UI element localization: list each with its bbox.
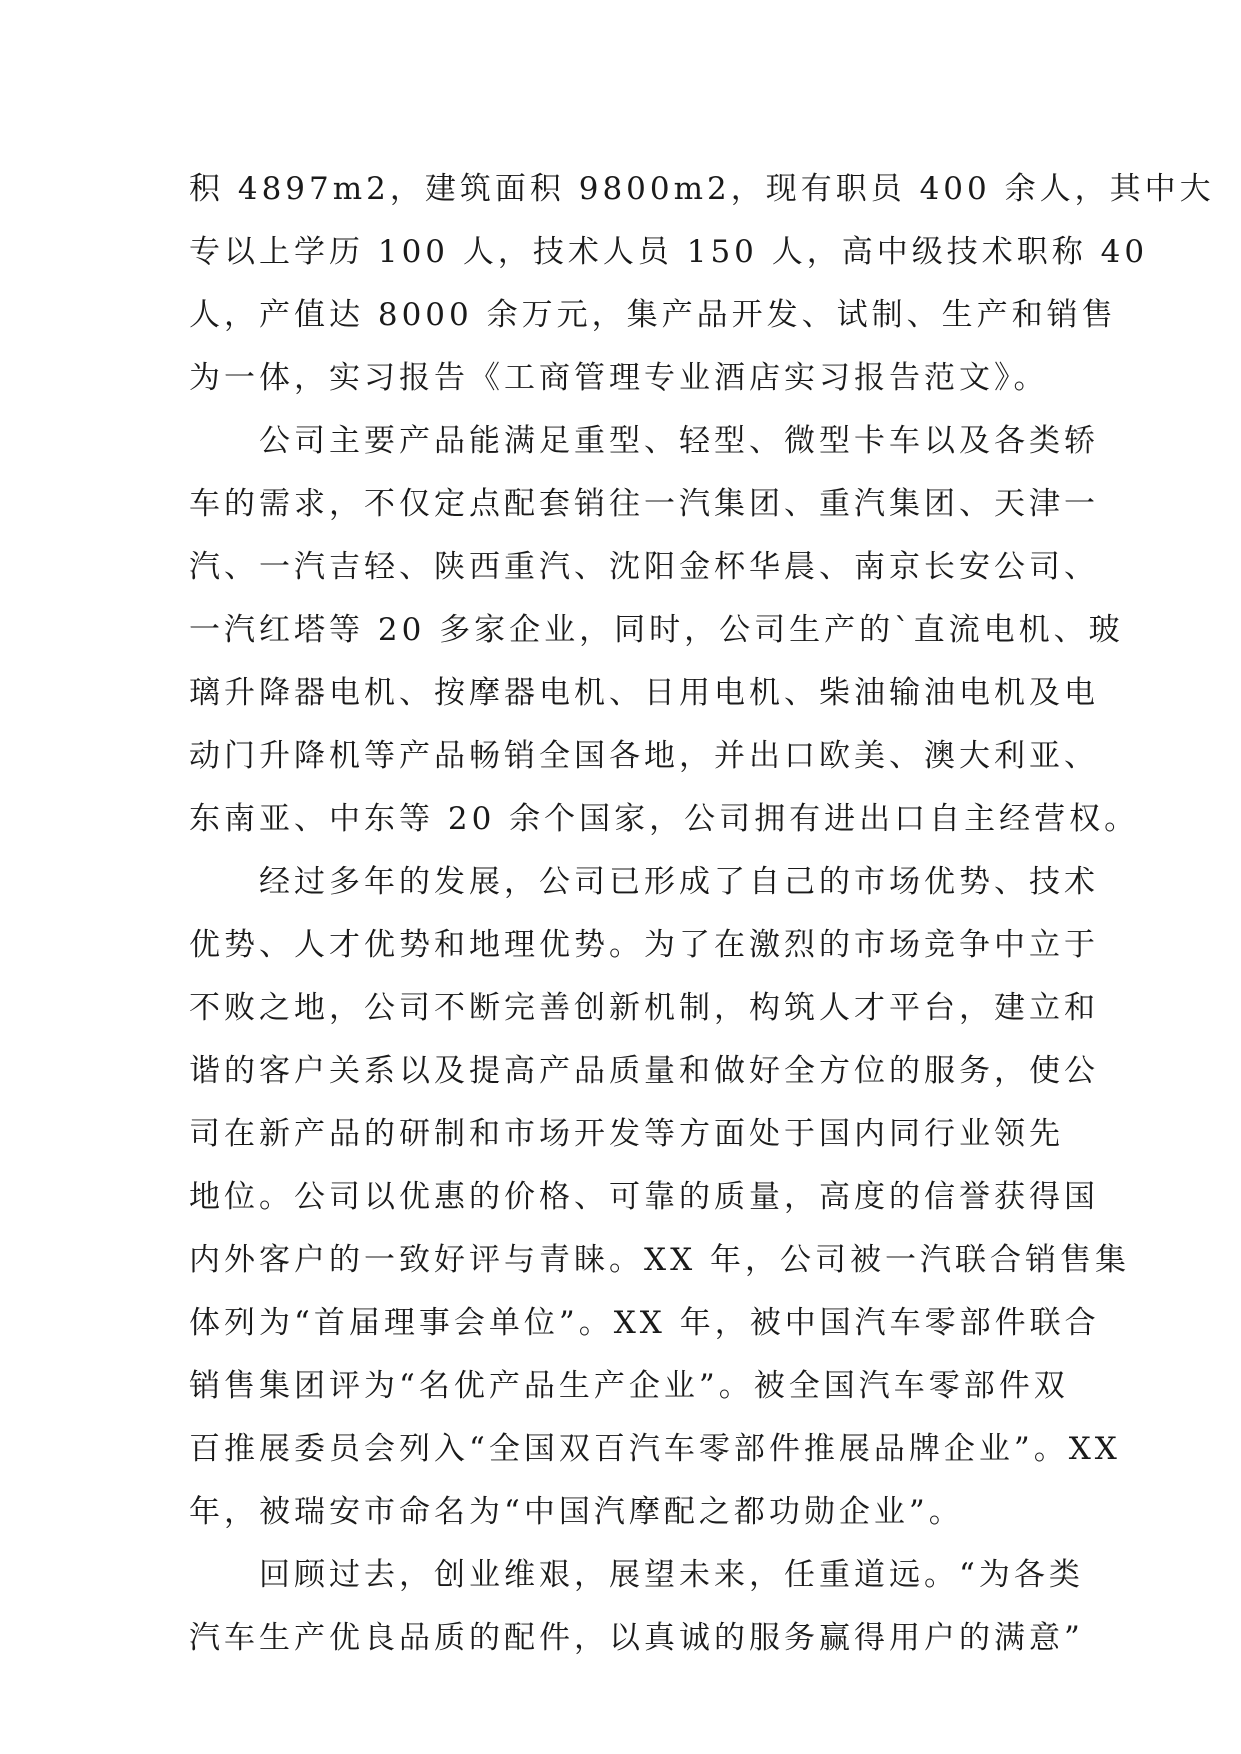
text-line: 内外客户的一致好评与青睐。XX 年，公司被一汽联合销售集 [189, 1242, 1130, 1278]
text-line: 汽、一汽吉轻、陕西重汽、沈阳金杯华晨、南京长安公司、 [189, 549, 1099, 585]
text-line: 年，被瑞安市命名为“中国汽摩配之都功勋企业”。 [189, 1494, 964, 1530]
text-line: 经过多年的发展，公司已形成了自己的市场优势、技术 [189, 864, 1099, 900]
text-line: 为一体，实习报告《工商管理专业酒店实习报告范文》。 [189, 360, 1049, 396]
text-line: 一汽红塔等 20 多家企业，同时，公司生产的`直流电机、玻 [189, 612, 1124, 648]
text-line: 百推展委员会列入“全国双百汽车零部件推展品牌企业”。XX [189, 1431, 1121, 1467]
text-line: 人，产值达 8000 余万元，集产品开发、试制、生产和销售 [189, 297, 1117, 333]
text-line: 公司主要产品能满足重型、轻型、微型卡车以及各类轿 [189, 423, 1099, 459]
text-line: 回顾过去，创业维艰，展望未来，任重道远。“为各类 [189, 1557, 1084, 1593]
text-line: 地位。公司以优惠的价格、可靠的质量，高度的信誉获得国 [189, 1179, 1099, 1215]
text-line: 销售集团评为“名优产品生产企业”。被全国汽车零部件双 [189, 1368, 1069, 1404]
text-line: 谐的客户关系以及提高产品质量和做好全方位的服务，使公 [189, 1053, 1099, 1089]
body-text [189, 158, 1215, 1670]
text-line: 积 4897m2，建筑面积 9800m2，现有职员 400 余人，其中大 [189, 171, 1215, 207]
text-line: 汽车生产优良品质的配件，以真诚的服务赢得用户的满意” [189, 1620, 1084, 1656]
text-line: 不败之地，公司不断完善创新机制，构筑人才平台，建立和 [189, 990, 1099, 1026]
text-line: 动门升降机等产品畅销全国各地，并出口欧美、澳大利亚、 [189, 738, 1099, 774]
text-line: 司在新产品的研制和市场开发等方面处于国内同行业领先 [189, 1116, 1064, 1152]
text-line: 优势、人才优势和地理优势。为了在激烈的市场竞争中立于 [189, 927, 1099, 963]
text-line: 璃升降器电机、按摩器电机、日用电机、柴油输油电机及电 [189, 675, 1099, 711]
text-line: 体列为“首届理事会单位”。XX 年，被中国汽车零部件联合 [189, 1305, 1100, 1341]
text-line: 东南亚、中东等 20 余个国家，公司拥有进出口自主经营权。 [189, 801, 1140, 837]
text-line: 专以上学历 100 人，技术人员 150 人，高中级技术职称 40 [189, 234, 1149, 270]
text-line: 车的需求，不仅定点配套销往一汽集团、重汽集团、天津一 [189, 486, 1099, 522]
